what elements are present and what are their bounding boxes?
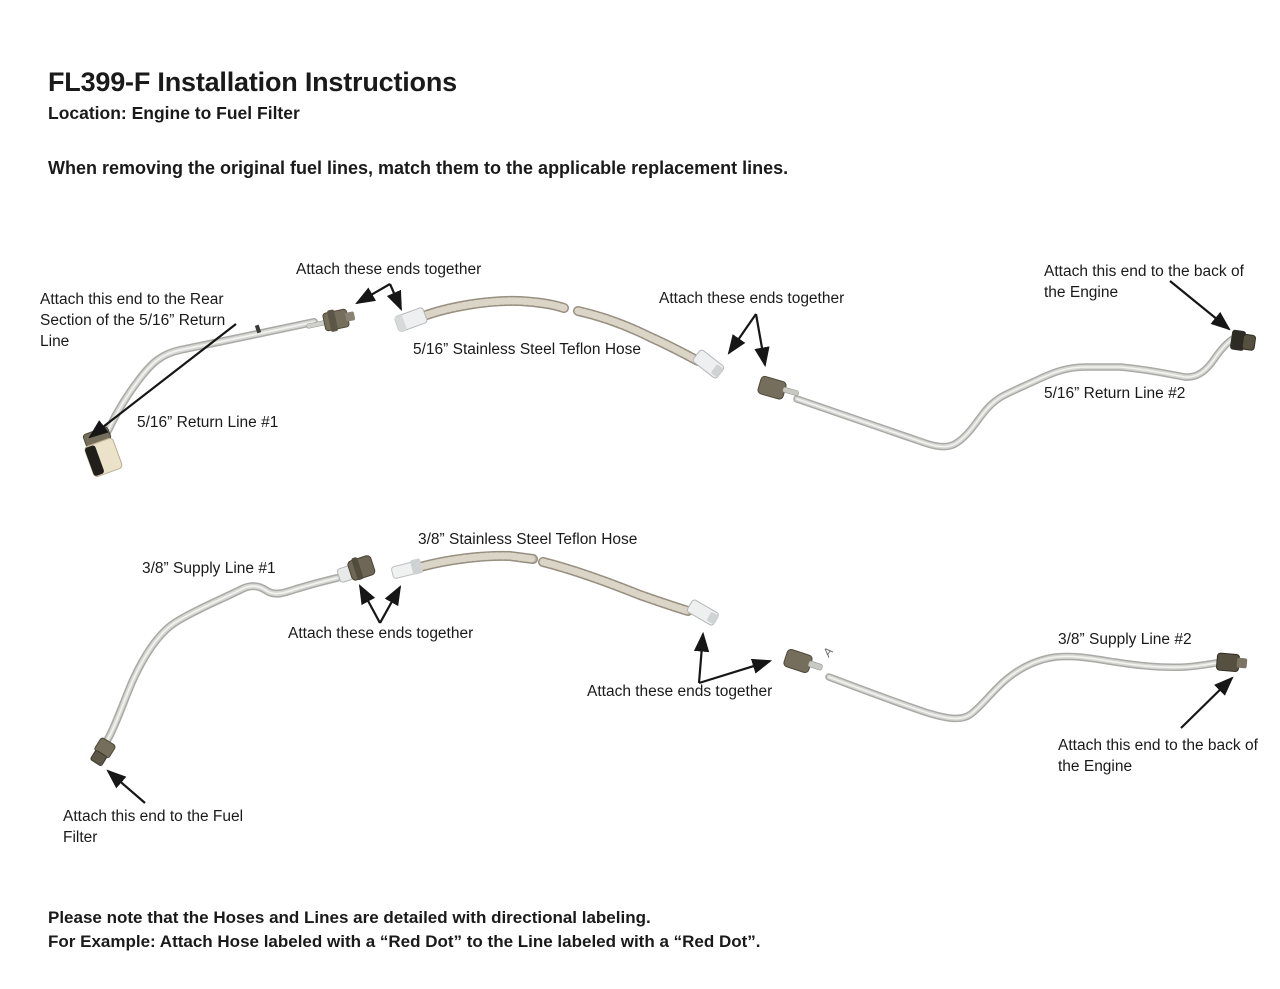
- supply-hose-segment-b: [543, 562, 688, 611]
- page-title: FL399-F Installation Instructions: [48, 67, 457, 97]
- return-hose-label: 5/16” Stainless Steel Teflon Hose: [413, 341, 642, 358]
- attach-ends-label-bottom-right: Attach these ends together: [587, 683, 773, 700]
- supply-hose-end-fitting: [686, 599, 720, 627]
- annotation-arrows: [90, 281, 1232, 803]
- supply-line-1-end-fitting: [335, 553, 376, 586]
- intro-instruction: When removing the original fuel lines, match them to the applicable replacement lines.: [48, 158, 789, 178]
- footer-note: [48, 906, 761, 954]
- return-hose-segment-a: [421, 301, 564, 317]
- page-location: Location: Engine to Fuel Filter: [48, 103, 300, 123]
- return-hose-start-fitting: [394, 307, 428, 332]
- supply-line-2-tube: [829, 656, 1216, 718]
- supply-line-1-tube: [103, 578, 337, 748]
- attach-ends-label-top-right: Attach these ends together: [659, 290, 845, 307]
- engine-note-top: Attach this end to the back of the Engine: [1044, 263, 1244, 302]
- arrow-fuel-filter: [108, 771, 145, 803]
- return-line-1-label: 5/16” Return Line #1: [137, 414, 279, 431]
- supply-line-1-filter-fitting: [88, 737, 116, 767]
- direction-mark-a: A: [819, 644, 837, 660]
- supply-line-2-label: 3/8” Supply Line #2: [1058, 631, 1192, 648]
- footer-note-line-2: For Example: Attach Hose labeled with a “Red Dot” to the Line labeled with a “Red Dot”.: [48, 932, 761, 952]
- engine-note-bottom: Attach this end to the back of the Engine: [1058, 737, 1258, 776]
- rear-section-note: Attach this end to the Rear Section of the 5/16” Return Line: [40, 291, 226, 351]
- arrow-attach-top-left-a: [357, 284, 390, 303]
- arrow-attach-bottom-left-a: [360, 586, 380, 623]
- arrow-attach-bottom-right-b: [699, 661, 770, 683]
- arrow-engine-bottom: [1181, 678, 1232, 728]
- fuel-filter-note: Attach this end to the Fuel Filter: [63, 808, 244, 847]
- supply-line-2-engine-fitting: [1216, 653, 1247, 673]
- supply-line-2-start-fitting: [783, 648, 825, 677]
- return-line-2-label: 5/16” Return Line #2: [1044, 385, 1186, 402]
- attach-ends-label-bottom-left: Attach these ends together: [288, 625, 474, 642]
- return-line-2-engine-fitting: [1230, 329, 1257, 352]
- supply-hose-segment-a: [420, 556, 533, 567]
- arrow-attach-top-right-b: [756, 314, 765, 365]
- arrow-attach-top-right-a: [729, 314, 756, 353]
- footer-note-line-1: Please note that the Hoses and Lines are detailed with directional labeling.: [48, 908, 651, 927]
- supply-hose-label: 3/8” Stainless Steel Teflon Hose: [418, 531, 638, 548]
- return-hose-end-fitting: [692, 349, 725, 379]
- arrow-attach-top-left-b: [390, 284, 401, 309]
- attach-ends-label-top-left: Attach these ends together: [296, 261, 482, 278]
- arrow-attach-bottom-left-b: [380, 587, 400, 623]
- supply-hose-start-fitting: [390, 558, 423, 580]
- return-line-1-rear-fitting: [80, 426, 123, 478]
- arrow-attach-bottom-right-a: [699, 634, 703, 683]
- supply-line-1-label: 3/8” Supply Line #1: [142, 560, 276, 577]
